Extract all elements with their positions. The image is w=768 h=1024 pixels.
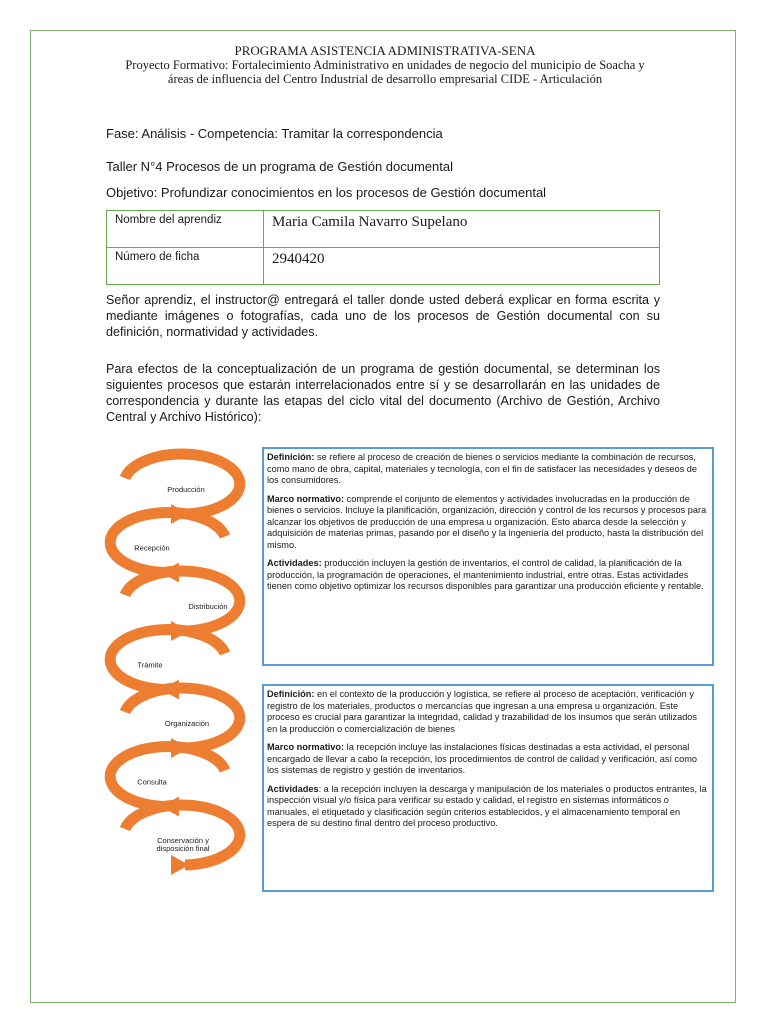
document-header bbox=[60, 44, 710, 86]
activities-paragraph bbox=[267, 784, 709, 830]
table-row bbox=[107, 211, 660, 248]
activities-text: : a la recepción incluyen la descarga y manipulación de los materiales o productos entrantes, la inspección visual y/o física para verificar su estado y calidad, el registro en sistemas informáticos o manuales, el etiquetado y clasificación según criterios establecidos, y el almacenamiento temporal en espera de su destino final dentro del proceso productivo. bbox=[267, 783, 707, 828]
process-label: Producción bbox=[167, 485, 205, 494]
recepcion-description-box bbox=[262, 684, 714, 892]
objetivo-line: Objetivo: Profundizar conocimientos en los procesos de Gestión documental bbox=[106, 185, 547, 200]
student-info-table bbox=[106, 210, 660, 285]
process-label: Organización bbox=[164, 719, 210, 728]
regulatory-paragraph bbox=[267, 494, 709, 552]
activities-paragraph bbox=[267, 558, 709, 593]
definition-paragraph bbox=[267, 689, 709, 735]
name-label: Nombre del aprendiz bbox=[107, 211, 264, 248]
produccion-description-box bbox=[262, 447, 714, 666]
definition-label: Definición: bbox=[267, 689, 315, 699]
process-arrow bbox=[110, 747, 225, 807]
process-label: Trámite bbox=[137, 660, 163, 670]
program-title: PROGRAMA ASISTENCIA ADMINISTRATIVA-SENA bbox=[234, 43, 536, 58]
conceptualization-paragraph: Para efectos de la conceptualización de un programa de gestión documental, se determinan los siguientes procesos que estarán interrelacionados entre sí y se desarrollarán en las unidades de correspondencia y durante las etapas del ciclo vital del documento (Archivo de Gestión, Archivo Central y Archivo Histórico): bbox=[106, 362, 660, 424]
taller-line: Taller N°4 Procesos de un programa de Gestión documental bbox=[106, 159, 453, 174]
process-label: Distribución bbox=[188, 602, 228, 611]
regulatory-text: la recepción incluye las instalaciones físicas destinadas a esta actividad, el personal encargado de llevar a cabo la recepción, los procedimientos de control de calidad y verificación, así como los sistemas de registro y gestión de inventarios. bbox=[267, 742, 698, 775]
regulatory-label: Marco normativo: bbox=[267, 493, 345, 504]
instructions-paragraph: Señor aprendiz, el instructor@ entregará el taller donde usted deberá explicar en forma escrita y mediante imágenes o fotografías, cada uno de los procesos de Gestión documental con su definición, normatividad y actividades. bbox=[106, 293, 660, 339]
regulatory-text: comprende el conjunto de elementos y actividades involucradas en la producción de bienes o servicios. Incluye la planificación, organización, dirección y control de los recursos y procesos para alcanzar los objetivos de producción de una empresa u organización. Esto abarca desde la selección y adquisición de materias primas, pasando por el diseño y la ingeniería del producto, hasta la distribución del mismo. bbox=[267, 493, 707, 550]
process-arrow bbox=[110, 630, 225, 690]
name-value: Maria Camila Navarro Supelano bbox=[264, 211, 660, 248]
activities-text: producción incluyen la gestión de inventarios, el control de calidad, la planificación de la producción, la programación de operaciones, el mantenimiento industrial, entre otras. Estas actividades tienen como objetivo optimizar los recursos disponibles para garantizar una producción eficiente y rentable. bbox=[267, 558, 704, 591]
regulatory-label: Marco normativo: bbox=[267, 742, 345, 752]
definition-text: en el contexto de la producción y logística, se refiere al proceso de aceptación, verificación y registro de los materiales, productos o mercancías que ingresan a una empresa u organización. Este proceso es crucial para garantizar la integridad, calidad y trazabilidad de los insumos que serán utilizados en la producción o comercialización de bienes bbox=[267, 689, 698, 734]
fase-line: Fase: Análisis - Competencia: Tramitar la correspondencia bbox=[106, 126, 443, 141]
process-label: Consulta bbox=[137, 777, 167, 787]
process-label: Recepción bbox=[134, 543, 170, 553]
activities-label: Actividades bbox=[267, 783, 319, 794]
regulatory-paragraph bbox=[267, 742, 709, 777]
process-cycle-diagram bbox=[90, 436, 260, 896]
table-row bbox=[107, 248, 660, 285]
ficha-label: Número de ficha bbox=[107, 248, 264, 285]
activities-label: Actividades: bbox=[267, 558, 322, 568]
ficha-value: 2940420 bbox=[264, 248, 660, 285]
definition-text: se refiere al proceso de creación de bienes o servicios mediante la combinación de recursos, como mano de obra, capital, materiales y tecnología, con el fin de satisfacer las necesidades y deseos de los consumidores. bbox=[267, 452, 698, 485]
process-label: Conservación y disposición final bbox=[156, 836, 210, 853]
project-line-2: áreas de influencia del Centro Industrial de desarrollo empresarial CIDE - Articulación bbox=[167, 72, 603, 86]
definition-paragraph bbox=[267, 452, 709, 487]
project-line-1: Proyecto Formativo: Fortalecimiento Administrativo en unidades de negocio del municipio de Soacha y bbox=[125, 58, 645, 72]
arrow-head bbox=[171, 855, 189, 875]
definition-label: Definición: bbox=[267, 452, 315, 462]
